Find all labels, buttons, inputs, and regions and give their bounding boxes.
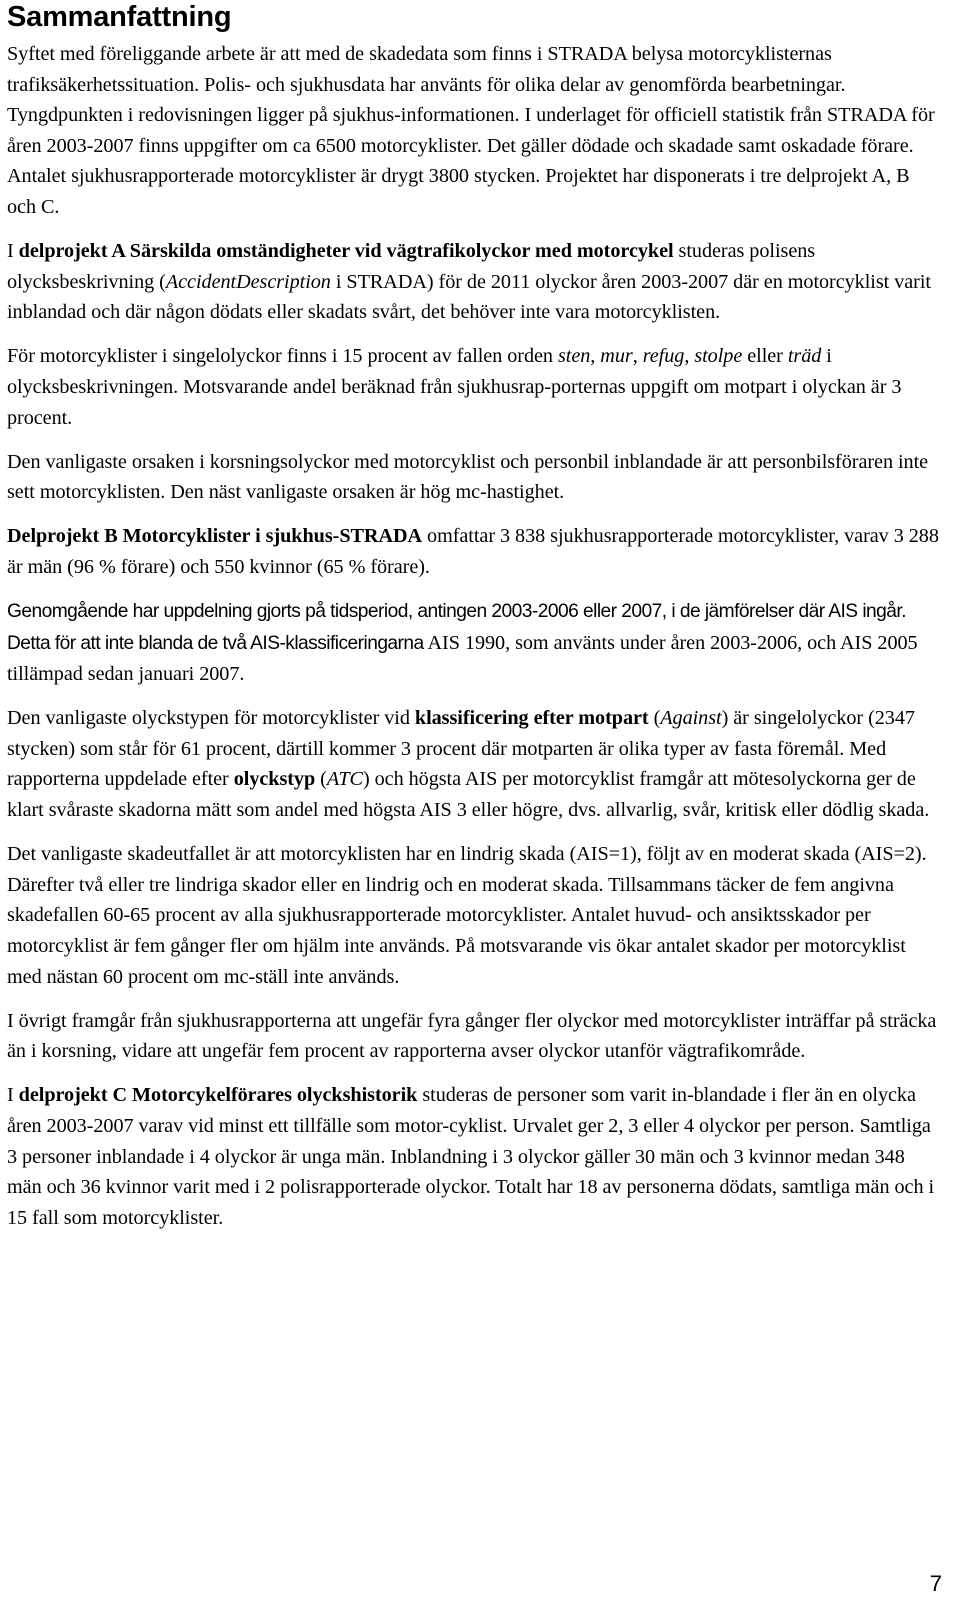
paragraph-accident-types: [7, 703, 942, 825]
subproject-a-title: delprojekt A Särskilda omständigheter vid vägtrafikolyckor med motorcykel: [18, 240, 674, 263]
text-run: (: [648, 707, 661, 730]
text-run: Genomgående har uppdelning gjorts på tidsperiod, antingen 2003-2006 eller 2007, i de jämförelser där AIS ingår. Detta för att inte blanda de två AIS-klassificeringarna: [7, 601, 906, 654]
text-run: AIS 1990, som använts under åren 2003-2006, och AIS 2005 tillämpad sedan januari 2007.: [7, 631, 918, 686]
keyword: sten: [557, 345, 591, 368]
text-run: ,: [590, 345, 601, 368]
text-run: omfattar 3 838 sjukhusrapporterade motorcyklister, varav 3 288 är män (96 % förare) och 550 kvinnor (65 % förare).: [7, 525, 939, 578]
paragraph-intersections: Den vanligaste orsaken i korsningsolyckor med motorcyklist och personbil inblandade är att personbilsföraren inte sett motorcyklisten. Den näst vanligaste orsaken är hög mc-hastighet.: [7, 450, 929, 504]
keyword: mur: [600, 345, 633, 368]
document-page: [7, 0, 942, 1247]
paragraph-single-accidents: [7, 341, 942, 433]
keyword: refug: [642, 345, 685, 368]
text-run: studeras de personer som varit in-blandade i fler än en olycka åren 2003-2007 varav vid minst ett tillfälle som motor-cyklist. Urvalet ger 2, 3 eller 4 olyckor per person. Samtliga 3 personer inblandade i 4 olyckor är unga män. Inblandning i 3 olyckor gäller 30 män och 3 kvinnor medan 348 män och 36 kvinnor varit med i 2 polisrapporterade olyckor. Totalt har 18 av personerna dödats, samtliga män och i 15 fall som motorcyklister.: [7, 1084, 935, 1229]
text-run: ,: [632, 345, 643, 368]
paragraph-injury-outcome: Det vanligaste skadeutfallet är att motorcyklisten har en lindrig skada (AIS=1), följt av en moderat skada (AIS=2). Därefter två eller tre lindriga skador eller en lindrig och en moderat skada. Tillsammans täcker de fem angivna skadefallen 60-65 procent av alla sjukhusrapporterade motorcyklister. Antalet huvud- och ansiktsskador per motorcyklist är fem gånger fler om hjälm inte används. På motsvarande vis ökar antalet skador per motorcyklist med nästan 60 procent om mc-ställ inte används.: [7, 843, 927, 988]
text-run: studeras polisens olycksbeskrivning (: [7, 240, 816, 293]
field-name: ATC: [326, 768, 363, 791]
text-run: ,: [684, 345, 695, 368]
text-run: i olycksbeskrivningen. Motsvarande andel beräknad från sjukhusrap-porternas uppgift om motpart i olyckan är 3 procent.: [7, 345, 902, 429]
text-run: (: [315, 768, 327, 791]
paragraph-subproject-a: [7, 236, 942, 328]
text-run: För motorcyklister i singelolyckor finns i 15 procent av fallen orden: [7, 345, 558, 368]
text-run: I: [7, 240, 19, 263]
field-name: AccidentDescription: [165, 270, 331, 293]
subproject-c-title: delprojekt C Motorcykelförares olyckshistorik: [18, 1084, 418, 1107]
section-heading: Sammanfattning: [7, 1, 232, 33]
keyword: stolpe: [694, 345, 743, 368]
field-name: Against: [660, 707, 722, 730]
text-run: ) och högsta AIS per motorcyklist framgår att mötesolyckorna ger de klart svåraste skadorna mätt som andel med högsta AIS 3 eller högre, dvs. allvarlig, svår, kritisk eller dödlig skada.: [7, 768, 930, 822]
paragraph-ais-periods: [7, 596, 942, 690]
paragraph-hospital-reports: I övrigt framgår från sjukhusrapporterna att ungefär fyra gånger fler olyckor med motorcyklister inträffar på sträcka än i korsning, vidare att ungefär fem procent av rapporterna avser olyckor utanför vägtrafikområde.: [7, 1009, 937, 1063]
text-run: ) är singelolyckor (2347 stycken) som står för 61 procent, därtill kommer 3 procent där motparten är olika typer av fasta föremål. Med rapporterna uppdelade efter: [7, 707, 915, 791]
paragraph-purpose: Syftet med föreliggande arbete är att med de skadedata som finns i STRADA belysa motorcyklisternas trafiksäkerhetssituation. Polis- och sjukhusdata har använts för olika delar av genomförda bearbetningar. Tyngdpunkten i redovisningen ligger på sjukhus-informationen. I underlaget för officiell statistik från STRADA för åren 2003-2007 finns uppgifter om ca 6500 motorcyklister. Det gäller dödade och skadade samt oskadade förare. Antalet sjukhusrapporterade motorcyklister är drygt 3800 stycken. Projektet har disponerats i tre delprojekt A, B och C.: [7, 43, 935, 218]
text-run: i STRADA) för de 2011 olyckor åren 2003-2007 där en motorcyklist varit inblandad och där någon dödats eller skadats svårt, det behöver inte vara motorcyklisten.: [7, 270, 931, 324]
page-number: 7: [929, 1571, 942, 1596]
emphasis: klassificering efter motpart: [414, 707, 649, 730]
emphasis: olyckstyp: [233, 768, 316, 791]
text-run: Den vanligaste olyckstypen för motorcyklister vid: [7, 707, 415, 730]
text-run: I: [7, 1084, 19, 1107]
subproject-b-title: Delprojekt B Motorcyklister i sjukhus-STRADA: [7, 525, 423, 548]
text-run: eller: [742, 345, 788, 368]
paragraph-subproject-c: [7, 1080, 942, 1233]
keyword: träd: [787, 345, 822, 368]
paragraph-subproject-b: [7, 521, 942, 582]
